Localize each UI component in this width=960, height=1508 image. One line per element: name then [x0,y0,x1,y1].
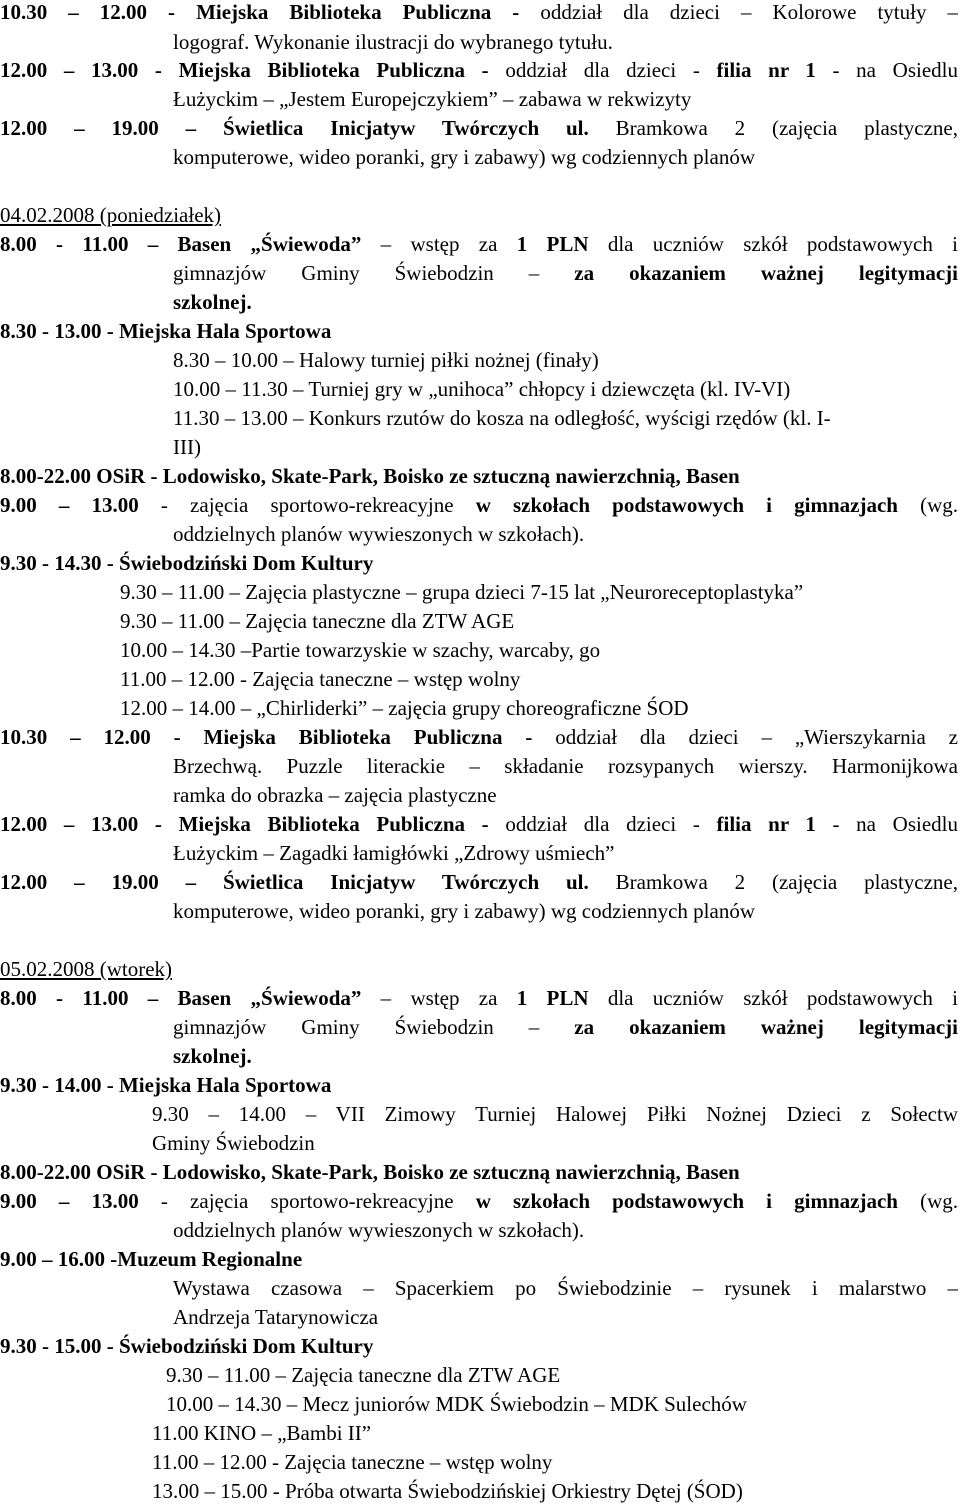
text-run: 8.30 - 13.00 - Miejska Hala Sportowa [0,319,332,343]
text-run: 9.30 – 11.00 – Zajęcia taneczne dla ZTW AGE [166,1363,561,1387]
text-run: 8.00 - 11.00 – Basen „Świewoda” [0,986,362,1010]
schedule-line [152,1479,743,1503]
text-run: - zajęcia sportowo-rekreacyjne [138,1189,476,1213]
schedule-line [0,551,373,575]
schedule-line [173,377,790,401]
text-run: 1 PLN [516,232,589,256]
text-run: oddział dla dzieci – „Wierszykarnia z [555,725,958,749]
text-run: 12.00 – 14.00 – „Chirliderki” – zajęcia grupy choreograficzne ŚOD [120,696,689,720]
text-run: oddzielnych planów wywieszonych w szkołach). [173,522,585,546]
text-run: (wg. [897,1189,958,1213]
schedule-line [173,522,584,546]
schedule-line [166,1363,560,1387]
text-run: gimnazjów Gminy Świebodzin – [173,261,575,285]
text-run: Łużyckim – „Jestem Europejczykiem” – zabawa w rekwizyty [173,87,692,111]
text-run: Miejska Biblioteka Publiczna - [203,725,556,749]
text-run: 9.00 – 16.00 -Muzeum Regionalne [0,1247,303,1271]
schedule-line [0,812,958,836]
text-run: komputerowe, wideo poranki, gry i zabawy) wg codziennych planów [173,899,755,923]
schedule-line [173,841,614,865]
text-run: Miejska Biblioteka Publiczna - [178,812,506,836]
schedule-line [173,406,831,430]
schedule-line [173,290,252,314]
text-run: filia nr 1 [716,812,816,836]
schedule-line [173,348,599,372]
schedule-line [152,1450,552,1474]
schedule-line [173,261,958,285]
text-run: Gminy Świebodzin [152,1131,315,1155]
text-run: logograf. Wykonanie ilustracji do wybranego tytułu. [173,30,613,54]
text-run: 9.30 - 14.30 - Świebodziński Dom Kultury [0,551,374,575]
schedule-line [173,1044,252,1068]
text-run: 11.00 – 12.00 - Zajęcia taneczne – wstęp wolny [152,1450,553,1474]
schedule-line [173,145,755,169]
text-run: 04.02.2008 (poniedziałek) [0,203,222,227]
text-run: 05.02.2008 (wtorek) [0,957,173,981]
text-run: szkolnej. [173,290,252,314]
text-run: Miejska Biblioteka Publiczna - [196,0,541,24]
schedule-line [120,609,514,633]
schedule-line [0,1189,958,1213]
text-run: 10.00 – 11.30 – Turniej gry w „unihoca” chłopcy i dziewczęta (kl. IV-VI) [173,377,791,401]
text-run: – wstęp za [361,986,517,1010]
schedule-line [120,667,520,691]
schedule-line [0,0,958,24]
schedule-line [0,986,958,1010]
text-run: ramka do obrazka – zajęcia plastyczne [173,783,497,807]
text-run: 9.30 - 14.00 - Miejska Hala Sportowa [0,1073,332,1097]
schedule-line [173,1305,378,1329]
text-run: 12.00 – 13.00 - [0,58,179,82]
schedule-line [120,638,600,662]
schedule-line [0,870,958,894]
text-run: 9.30 – 11.00 – Zajęcia taneczne dla ZTW AGE [120,609,515,633]
schedule-line [0,1247,302,1271]
schedule-line [166,1392,747,1416]
text-run: 10.00 – 14.30 –Partie towarzyskie w szachy, warcaby, go [120,638,601,662]
text-run: 9.30 - 15.00 - Świebodziński Dom Kultury [0,1334,374,1358]
schedule-line [173,1276,958,1300]
text-run: III) [173,435,201,459]
text-run: Bramkowa 2 (zajęcia plastyczne, [588,116,958,140]
text-run: Łużyckim – Zagadki łamigłówki „Zdrowy uśmiech” [173,841,615,865]
text-run: Bramkowa 2 (zajęcia plastyczne, [588,870,958,894]
schedule-line [0,1160,740,1184]
text-run: - zajęcia sportowo-rekreacyjne [138,493,476,517]
schedule-line [173,1218,584,1242]
text-run: - na Osiedlu [815,812,958,836]
schedule-line [173,87,691,111]
text-run: filia nr 1 [716,58,816,82]
text-run: 9.00 – 13.00 [0,493,139,517]
schedule-line [0,1073,331,1097]
text-run: (wg. [897,493,958,517]
text-run: oddzielnych planów wywieszonych w szkołach). [173,1218,585,1242]
schedule-line [173,435,201,459]
schedule-line [152,1131,315,1155]
text-run: 12.00 – 19.00 – Świetlica Inicjatyw Twórczych [0,116,566,140]
schedule-line [0,232,958,256]
schedule-line [152,1421,371,1445]
schedule-line [120,580,803,604]
date-heading [0,957,172,981]
text-run: 10.30 – 12.00 - [0,0,197,24]
text-run: 11.00 – 12.00 - Zajęcia taneczne – wstęp wolny [120,667,521,691]
schedule-line [0,464,740,488]
text-run: ul. [566,870,589,894]
text-run: Andrzeja Tatarynowicza [173,1305,379,1329]
text-run: 11.00 KINO – „Bambi II” [152,1421,372,1445]
text-run: 8.30 – 10.00 – Halowy turniej piłki nożnej (finały) [173,348,599,372]
text-run: 11.30 – 13.00 – Konkurs rzutów do kosza na odległość, wyścigi rzędów (kl. I- [173,406,831,430]
text-run: dla uczniów szkół podstawowych i [588,232,958,256]
text-run: 9.30 – 14.00 – VII Zimowy Turniej Halowej Piłki Nożnej Dzieci z Sołectw [152,1102,958,1126]
text-run: za okazaniem ważnej legitymacji [574,261,958,285]
text-run: komputerowe, wideo poranki, gry i zabawy) wg codziennych planów [173,145,755,169]
text-run: oddział dla dzieci - [505,812,717,836]
text-run: 10.00 – 14.30 – Mecz juniorów MDK Świebodzin – MDK Sulechów [166,1392,747,1416]
text-run: za okazaniem ważnej legitymacji [574,1015,958,1039]
text-run: w szkołach podstawowych i gimnazjach [475,1189,898,1213]
schedule-line [0,58,958,82]
text-run: 8.00-22.00 OSiR - Lodowisko, Skate-Park, Boisko ze sztuczną nawierzchnią, Basen [0,464,740,488]
text-run: 8.00 - 11.00 – Basen „Świewoda” [0,232,362,256]
date-heading [0,203,221,227]
text-run: 13.00 – 15.00 - Próba otwarta Świebodzińskiej Orkiestry Dętej (ŚOD) [152,1479,743,1503]
schedule-line [0,725,958,749]
schedule-line [120,696,689,720]
text-run: 12.00 – 13.00 - [0,812,179,836]
text-run: 10.30 – 12.00 - [0,725,204,749]
schedule-line [0,116,958,140]
text-run: 12.00 – 19.00 – Świetlica Inicjatyw Twórczych [0,870,566,894]
schedule-line [173,1015,958,1039]
text-run: 8.00-22.00 OSiR - Lodowisko, Skate-Park, Boisko ze sztuczną nawierzchnią, Basen [0,1160,740,1184]
schedule-line [152,1102,958,1126]
schedule-line [173,30,613,54]
schedule-line [0,1334,373,1358]
text-run: Miejska Biblioteka Publiczna - [178,58,506,82]
text-run: 1 PLN [516,986,589,1010]
text-run: - na Osiedlu [815,58,958,82]
text-run: gimnazjów Gminy Świebodzin – [173,1015,575,1039]
text-run: dla uczniów szkół podstawowych i [588,986,958,1010]
text-run: Brzechwą. Puzzle literackie – składanie rozsypanych wierszy. Harmonijkowa [173,754,958,778]
schedule-line [173,754,958,778]
schedule-line [173,899,755,923]
text-run: w szkołach podstawowych i gimnazjach [475,493,898,517]
text-run: 9.30 – 11.00 – Zajęcia plastyczne – grupa dzieci 7-15 lat „Neuroreceptoplastyka” [120,580,804,604]
schedule-line [0,319,331,343]
text-run: – wstęp za [361,232,517,256]
text-run: oddział dla dzieci – Kolorowe tytuły – [540,0,958,24]
schedule-line [173,783,497,807]
schedule-line [0,493,958,517]
text-run: Wystawa czasowa – Spacerkiem po Świebodzinie – rysunek i malarstwo – [173,1276,958,1300]
text-run: szkolnej. [173,1044,252,1068]
text-run: ul. [566,116,589,140]
text-run: oddział dla dzieci - [505,58,717,82]
text-run: 9.00 – 13.00 [0,1189,139,1213]
